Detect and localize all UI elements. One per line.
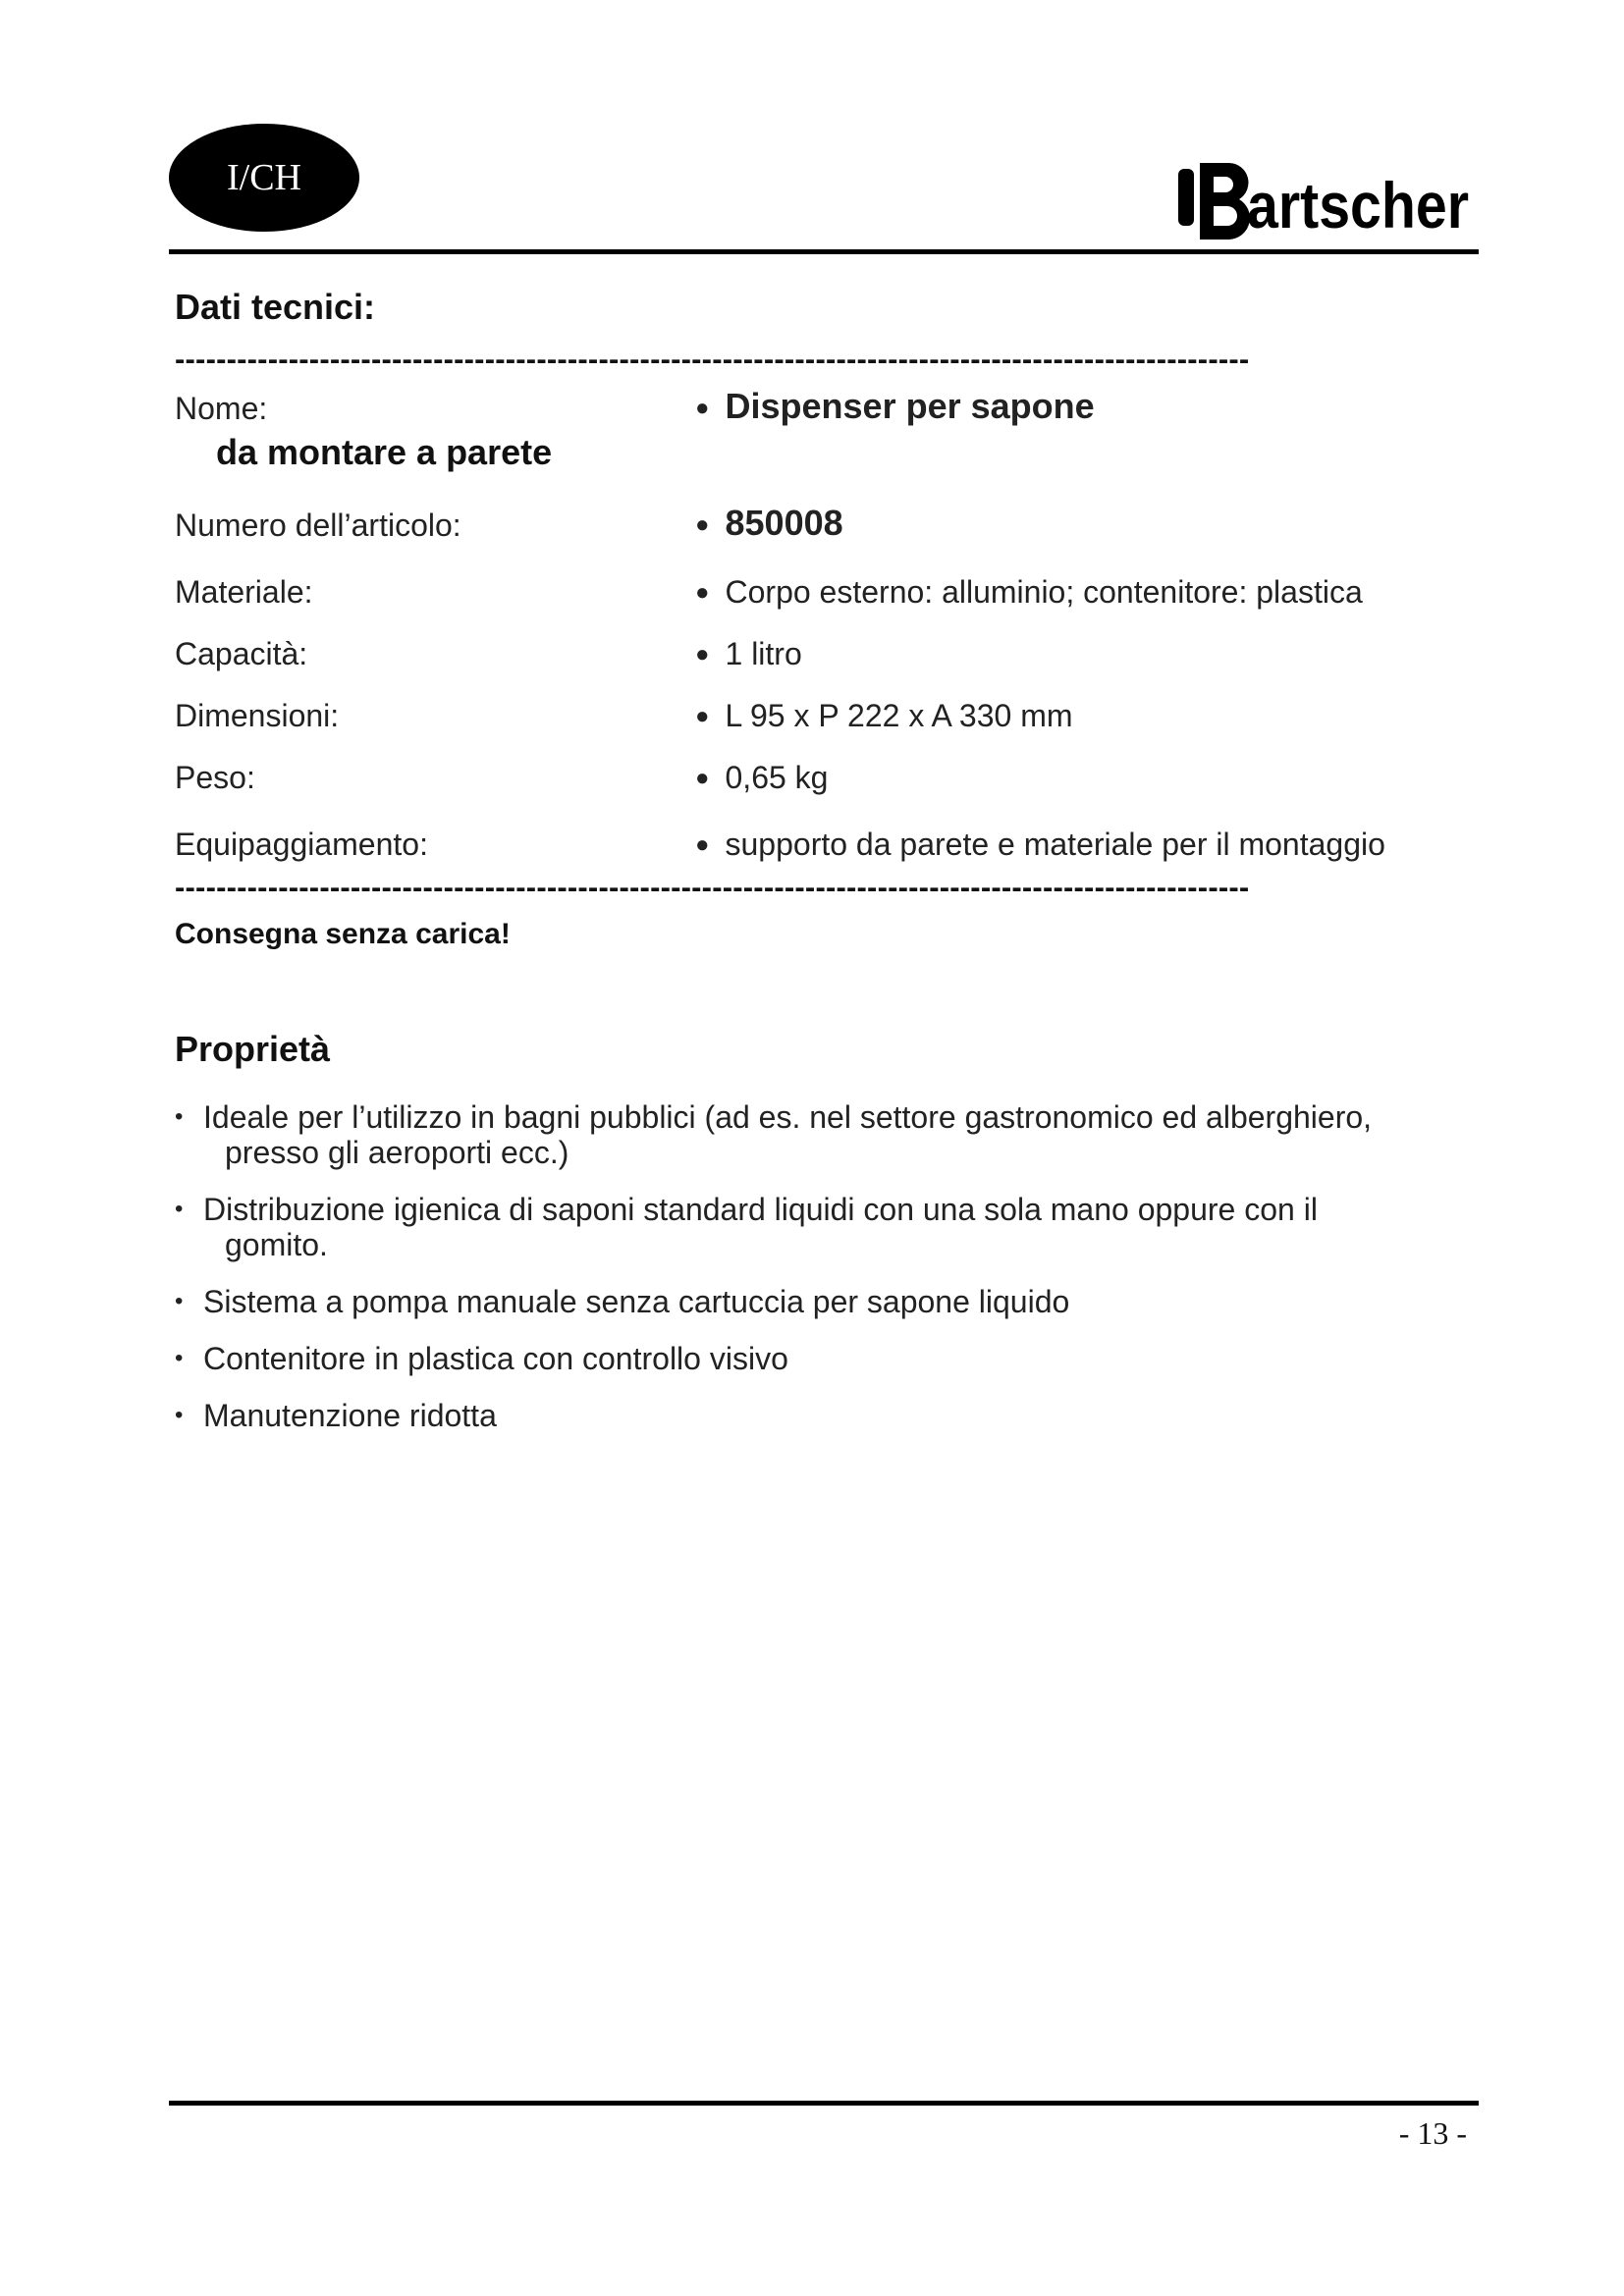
list-item xyxy=(175,1192,1461,1262)
delivery-note: Consegna senza carica! xyxy=(175,918,511,950)
list-item-line: Sistema a pompa manuale senza cartuccia per sapone liquido xyxy=(203,1284,1070,1319)
spec-value-material xyxy=(695,574,1363,611)
list-item-line: Manutenzione ridotta xyxy=(203,1398,497,1433)
spec-value-text: 850008 xyxy=(725,503,843,543)
list-item xyxy=(175,1099,1461,1170)
list-item-line: presso gli aeroporti ecc.) xyxy=(225,1135,569,1170)
spec-value-text: 0,65 kg xyxy=(725,760,829,795)
bartscher-logo xyxy=(1174,149,1474,247)
spec-name-label: Nome: xyxy=(175,391,268,426)
list-item xyxy=(175,1284,1461,1319)
spec-label-dimensions: Dimensioni: xyxy=(175,698,340,733)
dashed-divider-top: -------------------------------------------------------------------------------------------------------- xyxy=(175,342,1250,376)
list-item-line: Ideale per l’utilizzo in bagni pubblici (ad es. nel settore gastronomico ed alberghiero, xyxy=(203,1099,1373,1135)
header-divider xyxy=(169,249,1479,254)
bullet-icon: • xyxy=(175,1103,184,1130)
spec-name-value xyxy=(695,386,1095,427)
list-item-line: Contenitore in plastica con controllo visivo xyxy=(203,1341,788,1376)
bullet-icon: • xyxy=(175,1402,184,1428)
language-badge xyxy=(169,124,359,232)
bullet-icon: ● xyxy=(695,703,710,729)
spec-value-text: L 95 x P 222 x A 330 mm xyxy=(725,698,1073,733)
footer-divider xyxy=(169,2101,1479,2106)
bullet-icon: ● xyxy=(695,765,710,791)
spec-label-material: Materiale: xyxy=(175,574,313,610)
list-item xyxy=(175,1398,1461,1433)
spec-name-text: Dispenser per sapone xyxy=(725,386,1095,426)
spec-label-weight: Peso: xyxy=(175,760,255,795)
bullet-icon: ● xyxy=(695,831,710,858)
spec-value-text: supporto da parete e materiale per il montaggio xyxy=(725,827,1385,862)
spec-name-continuation: da montare a parete xyxy=(216,432,553,472)
bullet-icon: • xyxy=(175,1196,184,1222)
dashed-divider-bottom: -------------------------------------------------------------------------------------------------------- xyxy=(175,870,1250,904)
properties-title: Proprietà xyxy=(175,1029,331,1069)
bullet-icon: ● xyxy=(695,395,710,421)
spec-value-article-number xyxy=(695,503,843,544)
spec-value-capacity xyxy=(695,636,802,672)
spec-label-article-number: Numero dell’articolo: xyxy=(175,507,461,543)
bullet-icon: ● xyxy=(695,579,710,606)
list-item-line: gomito. xyxy=(225,1227,328,1262)
spec-label-capacity: Capacità: xyxy=(175,636,308,671)
language-badge-label: I/CH xyxy=(227,157,301,198)
technical-data-title: Dati tecnici: xyxy=(175,287,376,327)
spec-value-text: Corpo esterno: alluminio; contenitore: plastica xyxy=(725,574,1363,610)
bullet-icon: ● xyxy=(695,641,710,667)
bullet-icon: • xyxy=(175,1345,184,1371)
spec-label-equipment: Equipaggiamento: xyxy=(175,827,428,862)
spec-value-dimensions xyxy=(695,698,1073,734)
list-item xyxy=(175,1341,1461,1376)
properties-list xyxy=(175,1099,1461,1455)
spec-value-equipment xyxy=(695,827,1385,863)
page-number: - 13 - xyxy=(1398,2115,1467,2151)
bullet-icon: • xyxy=(175,1288,184,1314)
list-item-line: Distribuzione igienica di saponi standard liquidi con una sola mano oppure con il xyxy=(203,1192,1318,1227)
svg-text:artscher: artscher xyxy=(1247,169,1469,241)
spec-value-text: 1 litro xyxy=(725,636,802,671)
spec-value-weight xyxy=(695,760,828,796)
bullet-icon: ● xyxy=(695,511,710,538)
